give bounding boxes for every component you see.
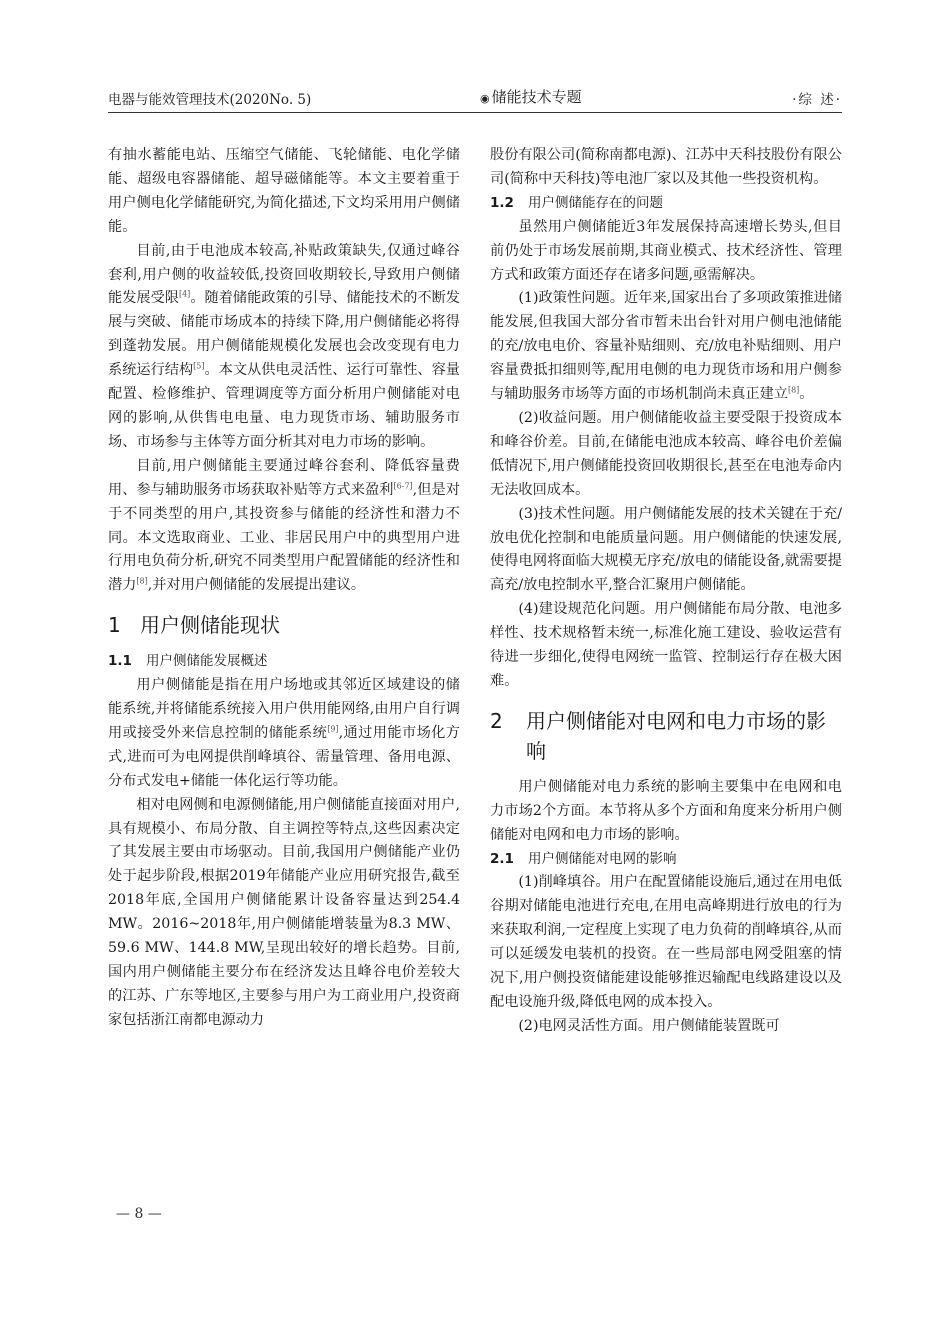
right-column <box>490 144 842 1039</box>
paragraph: 用户侧储能对电力系统的影响主要集中在电网和电力市场2个方面。本节将从多个方面和角度来分析用户侧储能对电网和电力市场的影响。 <box>490 778 842 843</box>
journal-title: 电器与能效管理技术(2020No. 5) <box>108 92 312 108</box>
paragraph: 虽然用户侧储能近3年发展保持高速增长势头,但目前仍处于市场发展前期,其商业模式、技术经济性、管理方式和政策方面还存在诸多问题,亟需解决。 <box>490 218 842 283</box>
citation: [5] <box>193 361 205 371</box>
column-title <box>480 86 582 107</box>
section-heading: 1 用户侧储能现状 <box>108 613 280 638</box>
citation: [6-7] <box>393 480 413 490</box>
citation: [8] <box>787 385 800 395</box>
paragraph: 用户侧储能是指在用户场地或其邻近区域建设的储能系统,并将储能系统接入用户供用能网络,由用户自行调用或接受外来信息控制的储能系统[9],通过用能市场化方式,进而可为电网提供削峰填谷、需量管理、备用电源、分布式发电+储能一体化运行等功能。 <box>108 677 460 789</box>
paragraph: 目前,用户侧储能主要通过峰谷套利、降低容量费用、参与辅助服务市场获取补贴等方式来盈利[6-7],但是对于不同类型的用户,其投资参与储能的经济性和潜力不同。本文选取商业、工业、非居民用户中的典型用户进行用电负荷分析,研究不同类型用户配置储能的经济性和潜力[8],并对用户侧储能的发展提出建议。 <box>108 457 460 594</box>
paragraph: (2)收益问题。用户侧储能收益主要受限于投资成本和峰谷价差。目前,在储能电池成本较高、峰谷电价差偏低情况下,用户侧储能投资回收期很长,甚至在电池寿命内无法收回成本。 <box>490 409 842 498</box>
section-label: ·综 述· <box>792 92 842 108</box>
column-mark-icon: ◉ <box>480 92 490 105</box>
subsection-heading: 2.1 用户侧储能对电网的影响 <box>490 850 677 867</box>
citation: [9] <box>327 724 339 734</box>
paragraph: (4)建设规范化问题。用户侧储能布局分散、电池多样性、技术规格暂未统一,标准化施工建设、验收运营有待进一步细化,使得电网统一监管、控制运行存在极大困难。 <box>490 601 842 689</box>
paragraph: 股份有限公司(简称南都电源)、江苏中天科技股份有限公司(简称中天科技)等电池厂家以及其他一些投资机构。 <box>490 147 842 187</box>
citation: [8] <box>136 576 148 586</box>
page-number: — 8 — <box>116 1206 162 1222</box>
paragraph: 有抽水蓄能电站、压缩空气储能、飞轮储能、电化学储能、超级电容器储能、超导磁储能等。本文主要着重于用户侧电化学储能研究,为简化描述,下文均采用用户侧储能。 <box>108 147 460 235</box>
running-header <box>108 84 842 110</box>
citation: [4] <box>178 289 191 299</box>
paragraph: (2)电网灵活性方面。用户侧储能装置既可 <box>518 1017 780 1034</box>
subsection-heading: 1.2 用户侧储能存在的问题 <box>490 194 663 211</box>
column-title-text: 储能技术专题 <box>491 88 582 106</box>
section-heading: 2 用户侧储能对电网和电力市场的影响 <box>490 708 826 763</box>
left-column <box>108 144 460 1033</box>
paragraph: (3)技术性问题。用户侧储能发展的技术关键在于充/放电优化控制和电能质量问题。用户侧储能的快速发展,使得电网将面临大规模无序充/放电的储能设备,就需要提高充/放电控制水平,整合汇聚用户侧储能。 <box>490 505 842 594</box>
paragraph: 相对电网侧和电源侧储能,用户侧储能直接面对用户,具有规模小、布局分散、自主调控等特点,这些因素决定了其发展主要由市场驱动。目前,我国用户侧储能产业仍处于起步阶段,根据2019年储能产业应用研究报告,截至2018年底,全国用户侧储能累计设备容量达到254.4 MW。2016~2018年,用户侧储能增装量为8.3 MW、59.6 MW、144.8 MW,呈现出较好的增长趋势。目前,国内用户侧储能主要分布在经济发达且峰谷电价差较大的江苏、广东等地区,主要参与用户为工商业用户,投资商家包括浙江南都电源动力 <box>108 796 460 1028</box>
paragraph: (1)削峰填谷。用户在配置储能设施后,通过在用电低谷期对储能电池进行充电,在用电高峰期进行放电的行为来获取利润,一定程度上实现了电力负荷的削峰填谷,从而可以延缓发电装机的投资。在一些局部电网受阻塞的情况下,用户侧投资储能建设能够推迟输配电线路建设以及配电设施升级,降低电网的成本投入。 <box>490 874 842 1010</box>
paragraph: 目前,由于电池成本较高,补贴政策缺失,仅通过峰谷套利,用户侧的收益较低,投资回收期较长,导致用户侧储能发展受限[4]。随着储能政策的引导、储能技术的不断发展与突破、储能市场成本的持续下降,用户侧储能必将得到蓬勃发展。用户侧储能规模化发展也会改变现有电力系统运行结构[5]。本文从供电灵活性、运行可靠性、容量配置、检修维护、管理调度等方面分析用户侧储能对电网的影响,从供售电电量、电力现货市场、辅助服务市场、市场参与主体等方面分析其对电力市场的影响。 <box>108 242 460 450</box>
paragraph: (1)政策性问题。近年来,国家出台了多项政策推进储能发展,但我国大部分省市暂未出台针对用户侧电池储能的充/放电电价、容量补贴细则、充/放电补贴细则、用户容量费抵扣细则等,配用电侧的电力现货市场和用户侧参与辅助服务市场等方面的市场机制尚未真正建立[8]。 <box>490 290 842 403</box>
header-divider <box>108 112 842 113</box>
subsection-heading: 1.1 用户侧储能发展概述 <box>108 653 268 670</box>
